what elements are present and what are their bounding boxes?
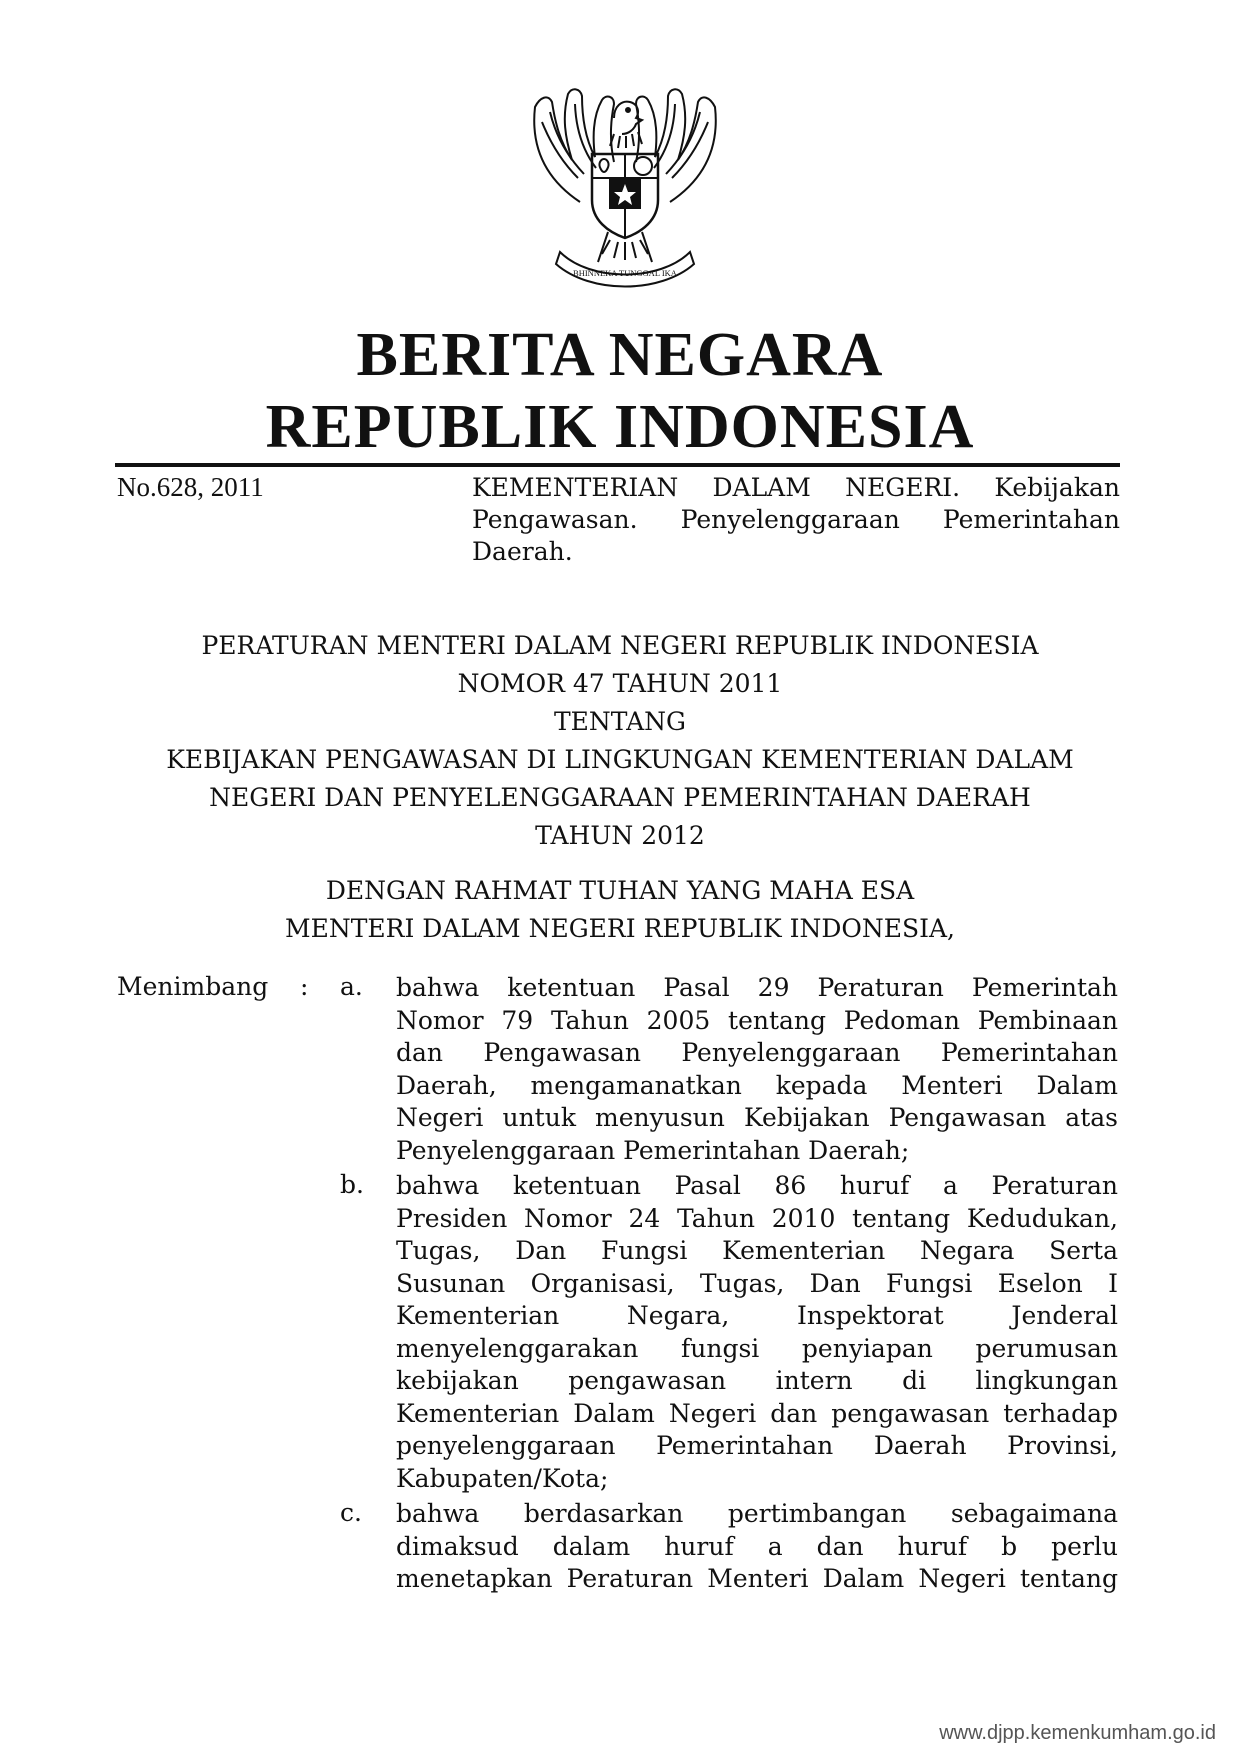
issue-subject	[472, 472, 1120, 568]
item-letter: a.	[340, 972, 363, 1001]
item-line: Presiden Nomor 24 Tahun 2010 tentang Kedudukan,	[396, 1203, 1118, 1233]
item-letter: b.	[340, 1170, 364, 1199]
garuda-emblem-icon	[510, 82, 740, 302]
item-line: Tugas, Dan Fungsi Kementerian Negara Serta	[396, 1236, 1118, 1265]
title-line: NEGERI DAN PENYELENGGARAAN PEMERINTAHAN DAERAH	[209, 783, 1031, 812]
item-line: Kementerian Negara, Inspektorat Jenderal	[396, 1301, 1118, 1330]
masthead-title: BERITA NEGARA	[356, 321, 884, 389]
item-line: dimaksud dalam huruf a dan huruf b perlu	[396, 1531, 1118, 1561]
item-line: Kementerian Dalam Negeri dan pengawasan terhadap	[396, 1398, 1118, 1428]
item-line: kebijakan pengawasan intern di lingkungan	[396, 1366, 1118, 1395]
subject-line: KEMENTERIAN DALAM NEGERI. Kebijakan	[472, 473, 1120, 502]
item-line: bahwa ketentuan Pasal 86 huruf a Peraturan	[396, 1171, 1118, 1200]
title-line: NOMOR 47 TAHUN 2011	[457, 669, 783, 698]
item-line: Susunan Organisasi, Tugas, Dan Fungsi Eselon I	[396, 1268, 1118, 1298]
preamble: DENGAN RAHMAT TUHAN YANG MAHA ESA	[325, 876, 915, 905]
considerations-colon: :	[300, 972, 309, 1001]
item-line: Nomor 79 Tahun 2005 tentang Pedoman Pembinaan	[396, 1005, 1118, 1035]
emblem-motto: BHINNEKA TUNGGAL IKA	[573, 268, 677, 278]
masthead-subtitle: REPUBLIK INDONESIA	[265, 393, 975, 461]
item-line: menetapkan Peraturan Menteri Dalam Negeri tentang	[396, 1564, 1118, 1593]
item-line: bahwa ketentuan Pasal 29 Peraturan Pemerintah	[396, 973, 1118, 1002]
header-rule	[115, 463, 1120, 467]
consideration-item-c	[396, 1498, 1118, 1596]
item-line: Daerah, mengamanatkan kepada Menteri Dalam	[396, 1070, 1118, 1100]
title-line: TENTANG	[553, 707, 686, 736]
title-line: PERATURAN MENTERI DALAM NEGERI REPUBLIK INDONESIA	[201, 631, 1039, 660]
item-line: Kabupaten/Kota;	[396, 1463, 609, 1493]
source-url-watermark: www.djpp.kemenkumham.go.id	[939, 1722, 1216, 1744]
item-line: penyelenggaraan Pemerintahan Daerah Provinsi,	[396, 1431, 1118, 1460]
title-line: TAHUN 2012	[535, 821, 705, 850]
considerations-label: Menimbang	[117, 972, 269, 1001]
item-line: menyelenggarakan fungsi penyiapan perumusan	[396, 1333, 1118, 1363]
regulation-title	[120, 627, 1120, 855]
item-letter: c.	[340, 1498, 362, 1527]
item-line: dan Pengawasan Penyelenggaraan Pemerintahan	[396, 1038, 1118, 1067]
item-line: bahwa berdasarkan pertimbangan sebagaimana	[396, 1499, 1118, 1528]
item-line: Penyelenggaraan Pemerintahan Daerah;	[396, 1135, 910, 1165]
consideration-item-b	[396, 1170, 1118, 1495]
subject-line: Daerah.	[472, 537, 573, 566]
title-line: KEBIJAKAN PENGAWASAN DI LINGKUNGAN KEMENTERIAN DALAM	[166, 745, 1074, 774]
issue-number: No.628, 2011	[117, 472, 264, 502]
consideration-item-a	[396, 972, 1118, 1167]
item-line: Negeri untuk menyusun Kebijakan Pengawasan atas	[396, 1103, 1118, 1132]
preamble-block	[120, 872, 1120, 948]
issuer: MENTERI DALAM NEGERI REPUBLIK INDONESIA,	[285, 914, 955, 943]
subject-line: Pengawasan. Penyelenggaraan Pemerintahan	[472, 505, 1120, 534]
